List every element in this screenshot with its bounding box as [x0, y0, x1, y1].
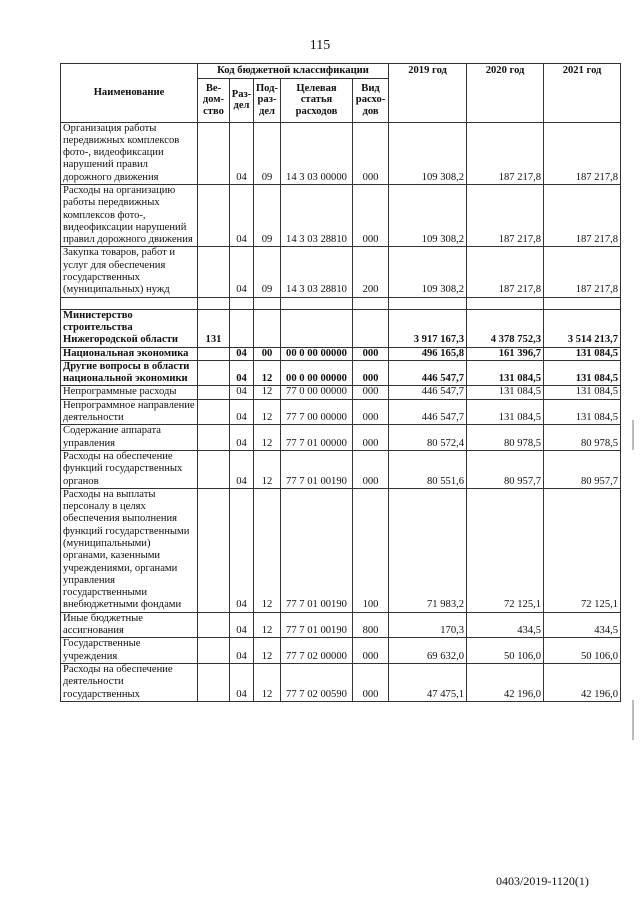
cell-celevaya: 77 7 01 00190: [281, 612, 353, 638]
table-row: [61, 638, 621, 664]
cell-y2021: 80 978,5: [544, 425, 621, 451]
cell-y2019: 80 551,6: [389, 450, 467, 488]
header-2019: 2019 год: [389, 64, 467, 123]
cell-vid: 000: [353, 638, 389, 664]
cell-podrazdel: 12: [254, 360, 281, 386]
cell-y2019: 446 547,7: [389, 360, 467, 386]
cell-y2020: 80 978,5: [467, 425, 544, 451]
cell-razdel: 04: [230, 184, 254, 246]
cell-ved: [198, 638, 230, 664]
cell-vid: 000: [353, 425, 389, 451]
cell-celevaya: 14 3 03 28810: [281, 247, 353, 297]
header-budget-code: Код бюджетной классификации: [198, 64, 389, 79]
cell-ved: [198, 247, 230, 297]
cell-vid: 000: [353, 360, 389, 386]
cell-razdel: 04: [230, 399, 254, 425]
cell-y2020: 80 957,7: [467, 450, 544, 488]
cell-celevaya: [281, 297, 353, 309]
cell-vid: 200: [353, 247, 389, 297]
table-row: [61, 386, 621, 399]
cell-podrazdel: 12: [254, 488, 281, 612]
table-row: [61, 663, 621, 701]
table-row: [61, 425, 621, 451]
cell-razdel: 04: [230, 386, 254, 399]
cell-podrazdel: [254, 309, 281, 347]
cell-vid: 000: [353, 386, 389, 399]
cell-y2019: 109 308,2: [389, 184, 467, 246]
cell-razdel: 04: [230, 638, 254, 664]
header-vid: Вид расхо- дов: [353, 78, 389, 122]
cell-y2019: [389, 297, 467, 309]
cell-celevaya: 14 3 03 28810: [281, 184, 353, 246]
cell-ved: [198, 360, 230, 386]
cell-y2021: 80 957,7: [544, 450, 621, 488]
cell-celevaya: 00 0 00 00000: [281, 360, 353, 386]
cell-y2020: 434,5: [467, 612, 544, 638]
cell-y2019: 3 917 167,3: [389, 309, 467, 347]
cell-vid: 000: [353, 663, 389, 701]
cell-y2021: 187 217,8: [544, 184, 621, 246]
cell-razdel: 04: [230, 450, 254, 488]
cell-y2019: 446 547,7: [389, 399, 467, 425]
cell-vid: [353, 297, 389, 309]
cell-name: Непрограммное направление деятельности: [61, 399, 198, 425]
cell-vid: 000: [353, 347, 389, 360]
header-razdel: Раз- дел: [230, 78, 254, 122]
header-podrazdel: Под- раз- дел: [254, 78, 281, 122]
cell-ved: [198, 386, 230, 399]
cell-razdel: [230, 309, 254, 347]
cell-y2021: 131 084,5: [544, 360, 621, 386]
cell-y2020: [467, 297, 544, 309]
cell-podrazdel: 12: [254, 399, 281, 425]
cell-podrazdel: 12: [254, 450, 281, 488]
cell-razdel: 04: [230, 612, 254, 638]
cell-name: Расходы на обеспечение функций государственных органов: [61, 450, 198, 488]
cell-podrazdel: 09: [254, 247, 281, 297]
cell-y2021: 3 514 213,7: [544, 309, 621, 347]
budget-table: [60, 63, 621, 702]
table-row: [61, 309, 621, 347]
cell-razdel: 04: [230, 347, 254, 360]
cell-name: Национальная экономика: [61, 347, 198, 360]
cell-podrazdel: 12: [254, 663, 281, 701]
cell-ved: [198, 122, 230, 184]
cell-y2019: 71 983,2: [389, 488, 467, 612]
cell-name: Министерство строительства Нижегородской области: [61, 309, 198, 347]
cell-y2020: 187 217,8: [467, 247, 544, 297]
table-row: [61, 612, 621, 638]
scan-edge-mark: [632, 420, 634, 450]
cell-name: Расходы на организацию работы передвижных комплексов фото-, видеофиксации нарушений правил дорожного движения: [61, 184, 198, 246]
cell-name: Иные бюджетные ассигнования: [61, 612, 198, 638]
document-code: 0403/2019-1120(1): [496, 874, 589, 888]
cell-name: Непрограммные расходы: [61, 386, 198, 399]
cell-ved: [198, 347, 230, 360]
cell-podrazdel: 12: [254, 386, 281, 399]
cell-y2019: 109 308,2: [389, 247, 467, 297]
cell-podrazdel: 12: [254, 425, 281, 451]
cell-vid: 100: [353, 488, 389, 612]
table-row: [61, 399, 621, 425]
cell-name: Расходы на обеспечение деятельности государственных: [61, 663, 198, 701]
cell-name: Расходы на выплаты персоналу в целях обеспечения выполнения функций государственными (муниципальными) органами, казенными учреждениями, органами управления государственными внебюджетными фондами: [61, 488, 198, 612]
table-row: [61, 247, 621, 297]
cell-name: Содержание аппарата управления: [61, 425, 198, 451]
cell-vid: 800: [353, 612, 389, 638]
table-body: [61, 122, 621, 701]
cell-ved: [198, 297, 230, 309]
cell-razdel: 04: [230, 488, 254, 612]
table-row: [61, 122, 621, 184]
cell-y2020: 50 106,0: [467, 638, 544, 664]
cell-podrazdel: 09: [254, 122, 281, 184]
table-row: [61, 488, 621, 612]
spacer-row: [61, 297, 621, 309]
table-row: [61, 347, 621, 360]
cell-podrazdel: 00: [254, 347, 281, 360]
cell-name: [61, 297, 198, 309]
cell-y2019: 69 632,0: [389, 638, 467, 664]
cell-y2019: 109 308,2: [389, 122, 467, 184]
cell-y2019: 446 547,7: [389, 386, 467, 399]
cell-podrazdel: 12: [254, 638, 281, 664]
header-2021: 2021 год: [544, 64, 621, 123]
cell-vid: 000: [353, 450, 389, 488]
header-2020: 2020 год: [467, 64, 544, 123]
cell-y2019: 47 475,1: [389, 663, 467, 701]
cell-y2020: 131 084,5: [467, 360, 544, 386]
cell-y2019: 80 572,4: [389, 425, 467, 451]
header-celevaya: Целевая статья расходов: [281, 78, 353, 122]
cell-podrazdel: 12: [254, 612, 281, 638]
cell-celevaya: 77 7 01 00190: [281, 450, 353, 488]
cell-name: Закупка товаров, работ и услуг для обеспечения государственных (муниципальных) нужд: [61, 247, 198, 297]
cell-y2020: 42 196,0: [467, 663, 544, 701]
cell-y2020: 161 396,7: [467, 347, 544, 360]
cell-y2021: 72 125,1: [544, 488, 621, 612]
cell-y2021: 131 084,5: [544, 399, 621, 425]
cell-name: Государственные учреждения: [61, 638, 198, 664]
cell-y2021: 187 217,8: [544, 122, 621, 184]
cell-y2021: 42 196,0: [544, 663, 621, 701]
cell-ved: [198, 425, 230, 451]
cell-razdel: 04: [230, 360, 254, 386]
cell-razdel: 04: [230, 663, 254, 701]
cell-y2021: 131 084,5: [544, 386, 621, 399]
cell-ved: [198, 612, 230, 638]
scan-edge-mark: [632, 700, 634, 740]
cell-y2021: 434,5: [544, 612, 621, 638]
cell-celevaya: 77 7 01 00000: [281, 425, 353, 451]
cell-y2020: 187 217,8: [467, 184, 544, 246]
cell-y2020: 187 217,8: [467, 122, 544, 184]
cell-celevaya: 00 0 00 00000: [281, 347, 353, 360]
cell-razdel: 04: [230, 122, 254, 184]
cell-celevaya: 77 7 00 00000: [281, 399, 353, 425]
cell-celevaya: 14 3 03 00000: [281, 122, 353, 184]
cell-y2021: [544, 297, 621, 309]
cell-y2021: 187 217,8: [544, 247, 621, 297]
cell-y2019: 496 165,8: [389, 347, 467, 360]
cell-celevaya: 77 7 02 00000: [281, 638, 353, 664]
cell-celevaya: [281, 309, 353, 347]
cell-ved: [198, 450, 230, 488]
cell-podrazdel: 09: [254, 184, 281, 246]
cell-ved: [198, 184, 230, 246]
page-number: 115: [309, 38, 331, 53]
cell-celevaya: 77 0 00 00000: [281, 386, 353, 399]
cell-ved: [198, 488, 230, 612]
cell-y2020: 131 084,5: [467, 399, 544, 425]
cell-podrazdel: [254, 297, 281, 309]
header-vedomstvo: Ве- дом- ство: [198, 78, 230, 122]
cell-vid: [353, 309, 389, 347]
cell-razdel: 04: [230, 425, 254, 451]
cell-name: Организация работы передвижных комплексов фото-, видеофиксации нарушений правил дорожного движения: [61, 122, 198, 184]
cell-y2020: 4 378 752,3: [467, 309, 544, 347]
cell-y2019: 170,3: [389, 612, 467, 638]
cell-razdel: 04: [230, 247, 254, 297]
cell-name: Другие вопросы в области национальной экономики: [61, 360, 198, 386]
cell-y2020: 72 125,1: [467, 488, 544, 612]
cell-y2020: 131 084,5: [467, 386, 544, 399]
cell-ved: [198, 663, 230, 701]
table-row: [61, 184, 621, 246]
cell-celevaya: 77 7 02 00590: [281, 663, 353, 701]
cell-celevaya: 77 7 01 00190: [281, 488, 353, 612]
cell-y2021: 131 084,5: [544, 347, 621, 360]
cell-vid: 000: [353, 184, 389, 246]
cell-vid: 000: [353, 122, 389, 184]
cell-razdel: [230, 297, 254, 309]
table-row: [61, 450, 621, 488]
cell-vid: 000: [353, 399, 389, 425]
cell-ved: [198, 399, 230, 425]
cell-ved: 131: [198, 309, 230, 347]
table-row: [61, 360, 621, 386]
cell-y2021: 50 106,0: [544, 638, 621, 664]
header-name: Наименование: [61, 64, 198, 123]
